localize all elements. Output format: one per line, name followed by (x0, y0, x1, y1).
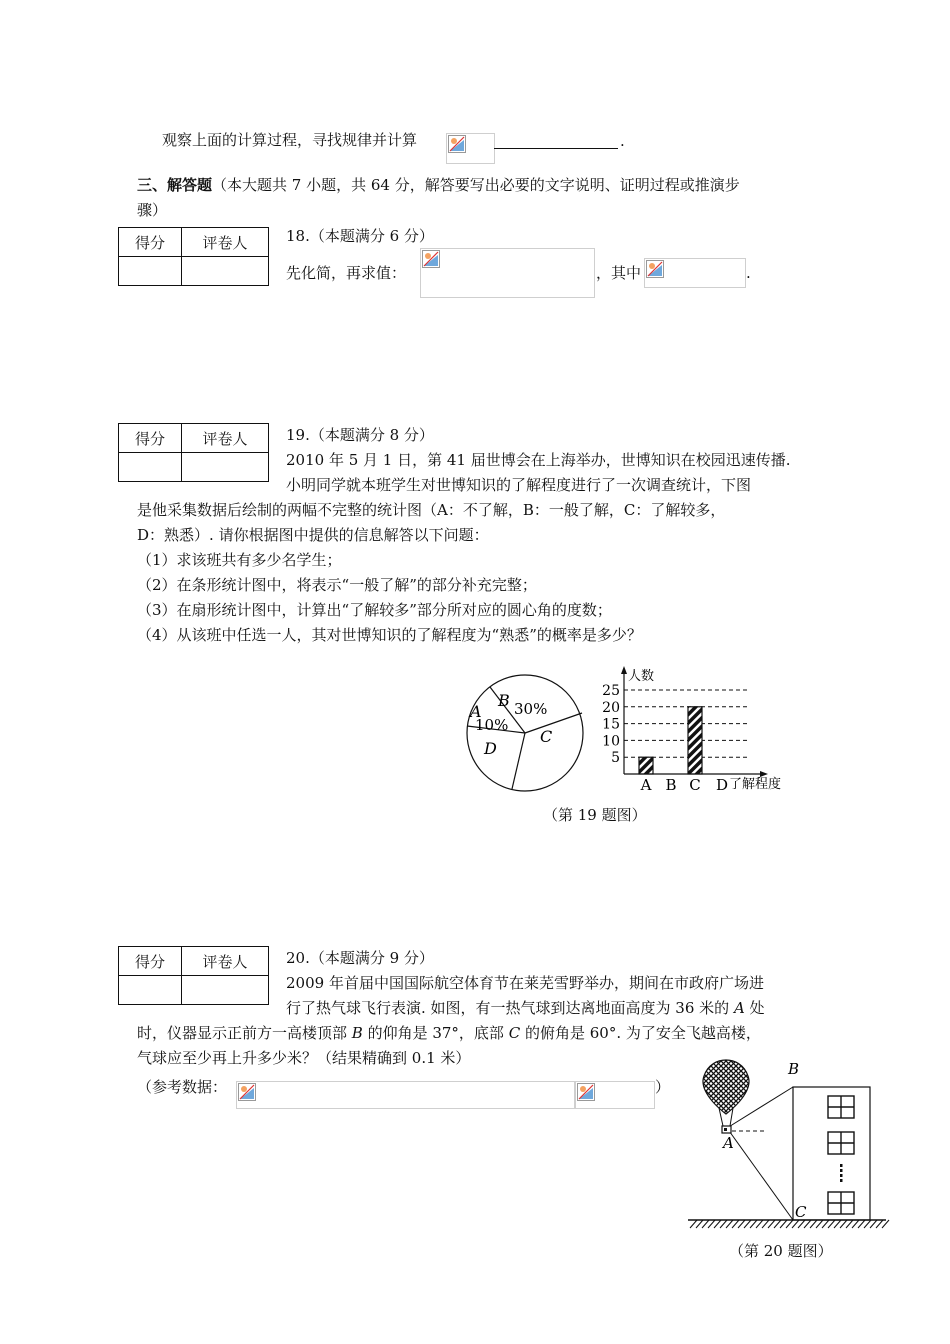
q18-title: 18.（本题满分 6 分） (286, 227, 434, 245)
formula-image (446, 133, 495, 164)
hot-air-balloon-icon (703, 1060, 749, 1114)
q20-line2 (286, 997, 765, 1019)
q19-line: 2010 年 5 月 1 日，第 41 届世博会在上海举办，世博知识在校园迅速传播. (286, 451, 791, 469)
q20-line3-c: 的俯角是 60°. 为了安全飞越高楼， (520, 1024, 761, 1042)
score-cell (119, 257, 182, 286)
y-tick-label: 10 (602, 733, 620, 750)
q20-point-c: C (508, 1024, 521, 1042)
score-table-q20 (118, 946, 269, 1005)
hatch-stroke (798, 1220, 805, 1228)
reference-data-open: （参考数据： (137, 1078, 228, 1096)
q20-line4: 气球应至少再上升多少米？（结果精确到 0.1 米） (137, 1049, 471, 1067)
y-tick-label: 15 (602, 716, 620, 733)
q19-line: D：熟悉）. 请你根据图中提供的信息解答以下问题： (137, 526, 489, 544)
q20-line1: 2009 年首届中国国际航空体育节在莱芜雪野举办，期间在市政府广场进 (286, 974, 764, 992)
x-tick-label: A (640, 776, 652, 794)
q20-title: 20.（本题满分 9 分） (286, 949, 434, 967)
balloon-basket-icon (724, 1128, 727, 1131)
grader-cell (182, 257, 269, 286)
score-label: 得分 (119, 228, 182, 257)
pie-label-b: B (498, 691, 510, 710)
score-label: 得分 (119, 424, 182, 453)
ground-hatch (690, 1220, 889, 1228)
hatch-stroke (846, 1220, 853, 1228)
bar-c (688, 707, 702, 774)
q19-line: 小明同学就本班学生对世博知识的了解程度进行了一次调查统计，下图 (286, 476, 752, 494)
figure-label-a: A (723, 1134, 734, 1152)
hatch-stroke (852, 1220, 859, 1228)
score-table-q18 (118, 227, 269, 286)
q19-title: 19.（本题满分 8 分） (286, 426, 434, 444)
q18-expression-image (420, 248, 595, 298)
y-tick-label: 20 (602, 699, 620, 716)
score-table-q19 (118, 423, 269, 482)
hatch-stroke (768, 1220, 775, 1228)
hatch-stroke (786, 1220, 793, 1228)
hatch-stroke (858, 1220, 865, 1228)
hatch-stroke (726, 1220, 733, 1228)
hatch-stroke (804, 1220, 811, 1228)
hatch-stroke (738, 1220, 745, 1228)
q19-question-4: （4）从该班中任选一人，其对世博知识的了解程度为“熟悉”的概率是多少？ (137, 626, 642, 644)
reference-data-image-2 (575, 1081, 655, 1109)
q20-caption: （第 20 题图） (729, 1242, 833, 1260)
bar-a (639, 757, 653, 774)
y-axis-label: 人数 (628, 669, 655, 684)
window-icon (828, 1096, 854, 1118)
pie-pct-b: 30% (514, 700, 548, 718)
hatch-stroke (762, 1220, 769, 1228)
q20-line3-a: 时，仪器显示正前方一高楼顶部 (137, 1024, 352, 1042)
window-icon (828, 1192, 854, 1214)
pie-pct-a: 10% (475, 716, 509, 734)
q19-question-2: （2）在条形统计图中，将表示“一般了解”的部分补充完整； (137, 576, 537, 594)
grader-label: 评卷人 (182, 424, 269, 453)
score-cell (119, 976, 182, 1005)
q20-figure (686, 1056, 890, 1236)
hatch-stroke (822, 1220, 829, 1228)
hatch-stroke (696, 1220, 703, 1228)
pie-label-d: D (484, 739, 497, 758)
image-placeholder-icon (422, 250, 440, 268)
sight-line-to-c (727, 1128, 793, 1220)
hatch-stroke (876, 1220, 883, 1228)
q20-line3-b: 的仰角是 37°，底部 (362, 1024, 509, 1042)
hatch-stroke (810, 1220, 817, 1228)
hatch-stroke (690, 1220, 697, 1228)
x-tick-label: C (689, 776, 701, 794)
figure-label-c: C (795, 1203, 807, 1221)
hatch-stroke (720, 1220, 727, 1228)
hatch-stroke (792, 1220, 799, 1228)
hatch-stroke (744, 1220, 751, 1228)
section3-heading-rest: （本大题共 7 小题，共 64 分，解答要写出必要的文字说明、证明过程或推演步 (212, 176, 740, 194)
q19-line: 是他采集数据后绘制的两幅不完整的统计图（A：不了解，B：一般了解，C：了解较多， (137, 501, 726, 519)
answer-blank (494, 148, 618, 149)
hatch-stroke (864, 1220, 871, 1228)
grader-cell (182, 976, 269, 1005)
q18-condition-image (644, 258, 746, 288)
image-placeholder-icon (577, 1083, 595, 1101)
pie-chart (460, 668, 590, 798)
pie-label-a: A (470, 702, 482, 721)
grader-cell (182, 453, 269, 482)
hatch-stroke (834, 1220, 841, 1228)
observe-text: 观察上面的计算过程，寻找规律并计算 (162, 131, 418, 149)
y-tick-label: 5 (611, 750, 620, 767)
score-cell (119, 453, 182, 482)
hatch-stroke (870, 1220, 877, 1228)
q18-text-a: 先化简，再求值： (286, 264, 407, 282)
section3-heading-bold: 三、解答题 (137, 176, 213, 194)
hatch-stroke (702, 1220, 709, 1228)
y-tick-label: 25 (602, 683, 620, 699)
hatch-stroke (780, 1220, 787, 1228)
hatch-stroke (708, 1220, 715, 1228)
image-placeholder-icon (238, 1083, 256, 1101)
q20-line3 (137, 1022, 761, 1044)
q19-question-3: （3）在扇形统计图中，计算出“了解较多”部分所对应的圆心角的度数； (137, 601, 612, 619)
reference-data-close: ） (655, 1078, 671, 1096)
q20-point-a: A (733, 999, 745, 1017)
q18-text-c: . (746, 264, 751, 282)
q20-line2-b: 处 (744, 999, 765, 1017)
image-placeholder-icon (448, 135, 466, 153)
figure-label-b: B (788, 1060, 800, 1078)
hatch-stroke (714, 1220, 721, 1228)
x-tick-label: B (665, 776, 677, 794)
q19-question-1: （1）求该班共有多少名学生； (137, 551, 342, 569)
hatch-stroke (882, 1220, 889, 1228)
score-label: 得分 (119, 947, 182, 976)
hatch-stroke (840, 1220, 847, 1228)
window-icon (828, 1132, 854, 1154)
hatch-stroke (750, 1220, 757, 1228)
q20-point-b: B (351, 1024, 363, 1042)
q18-text-b: ，其中 (596, 264, 642, 282)
image-placeholder-icon (646, 260, 664, 278)
hatch-stroke (774, 1220, 781, 1228)
y-axis-arrow-icon (621, 666, 627, 674)
hatch-stroke (756, 1220, 763, 1228)
pie-label-c: C (540, 727, 553, 746)
hatch-stroke (732, 1220, 739, 1228)
grader-label: 评卷人 (182, 228, 269, 257)
q20-line2-a: 行了热气球飞行表演. 如图，有一热气球到达离地面高度为 36 米的 (286, 999, 734, 1017)
grader-label: 评卷人 (182, 947, 269, 976)
section3-heading (137, 174, 740, 196)
period: . (620, 132, 625, 150)
reference-data-image-1 (236, 1081, 575, 1109)
section3-heading-line2: 骤） (137, 201, 168, 219)
hatch-stroke (816, 1220, 823, 1228)
q19-caption: （第 19 题图） (543, 806, 647, 824)
x-axis-label: 了解程度 (729, 777, 782, 792)
x-tick-label: D (715, 776, 729, 794)
hatch-stroke (828, 1220, 835, 1228)
bar-chart (592, 664, 792, 796)
